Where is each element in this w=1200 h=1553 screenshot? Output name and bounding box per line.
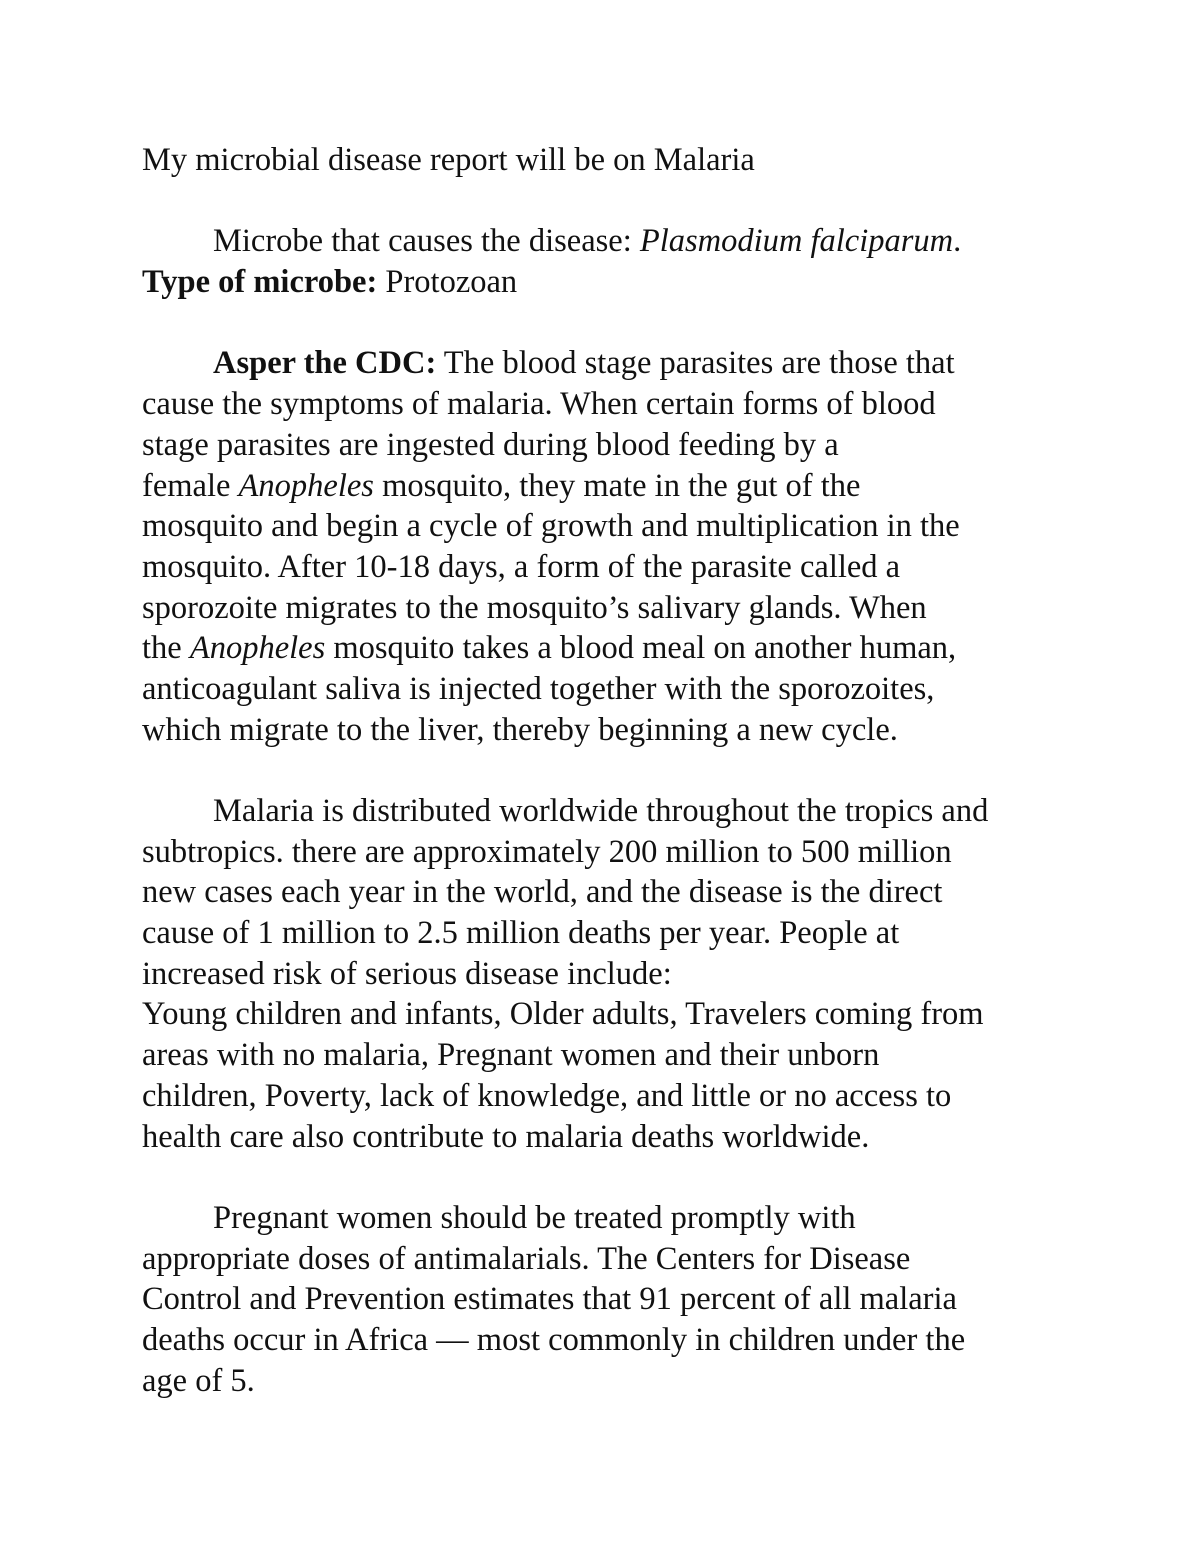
distribution-line-5: increased risk of serious disease include: — [142, 955, 672, 992]
microbe-name: Plasmodium falciparum — [639, 223, 954, 260]
cdc-line-10: which migrate to the liver, thereby beginning a new cycle. — [142, 711, 898, 748]
distribution-line-1: Malaria is distributed worldwide throughout the tropics and — [213, 793, 989, 829]
microbe-end: . — [953, 223, 962, 260]
microbe-line — [142, 221, 1072, 262]
cdc-line-3: stage parasites are ingested during blood feeding by a — [142, 426, 839, 463]
distribution-line-2: subtropics. there are approximately 200 million to 500 million — [142, 833, 952, 870]
microbe-type-line — [142, 262, 1072, 303]
microbe-type-value: Protozoan — [377, 264, 518, 301]
cdc-line-7: sporozoite migrates to the mosquito’s salivary glands. When — [142, 589, 927, 626]
spacer — [142, 750, 1072, 791]
intro-line: My microbial disease report will be on Malaria — [142, 142, 755, 178]
distribution-line-8: children, Poverty, lack of knowledge, and little or no access to — [142, 1077, 952, 1114]
document-body — [142, 140, 1072, 1401]
cdc-label: Asper the CDC: — [213, 345, 437, 382]
anopheles-term: Anopheles — [189, 630, 326, 667]
cdc-text: female — [142, 467, 239, 504]
anopheles-term: Anopheles — [238, 467, 374, 504]
cdc-text: The blood stage parasites are those that — [436, 345, 955, 382]
distribution-line-9: health care also contribute to malaria deaths worldwide. — [142, 1118, 870, 1155]
microbe-type-label: Type of microbe: — [142, 264, 378, 301]
cdc-text: mosquito takes a blood meal on another human, — [325, 630, 957, 667]
spacer — [142, 1157, 1072, 1198]
treatment-line-3: Control and Prevention estimates that 91 percent of all malaria — [142, 1281, 957, 1318]
microbe-label: Microbe that causes the disease: — [213, 223, 640, 260]
distribution-line-3: new cases each year in the world, and the disease is the direct — [142, 874, 943, 911]
cdc-line-9: anticoagulant saliva is injected together with the sporozoites, — [142, 670, 935, 707]
spacer — [142, 181, 1072, 222]
spacer — [142, 303, 1072, 344]
cdc-line-1 — [142, 343, 1072, 384]
treatment-line-5: age of 5. — [142, 1362, 255, 1399]
treatment-line-1: Pregnant women should be treated promptly with — [213, 1199, 856, 1236]
cdc-line-2: cause the symptoms of malaria. When certain forms of blood — [142, 386, 936, 423]
treatment-line-4: deaths occur in Africa — most commonly in children under the — [142, 1321, 966, 1358]
distribution-line-4: cause of 1 million to 2.5 million deaths per year. People at — [142, 915, 900, 952]
distribution-line-6: Young children and infants, Older adults, Travelers coming from — [142, 996, 984, 1033]
cdc-line-8 — [142, 628, 1072, 669]
cdc-line-5: mosquito and begin a cycle of growth and multiplication in the — [142, 508, 960, 545]
treatment-line-2: appropriate doses of antimalarials. The Centers for Disease — [142, 1240, 911, 1277]
cdc-text: the — [142, 630, 190, 667]
cdc-text: mosquito, they mate in the gut of the — [373, 467, 861, 504]
cdc-line-4 — [142, 466, 1072, 507]
distribution-line-7: areas with no malaria, Pregnant women and their unborn — [142, 1037, 880, 1074]
cdc-line-6: mosquito. After 10-18 days, a form of the parasite called a — [142, 548, 901, 585]
